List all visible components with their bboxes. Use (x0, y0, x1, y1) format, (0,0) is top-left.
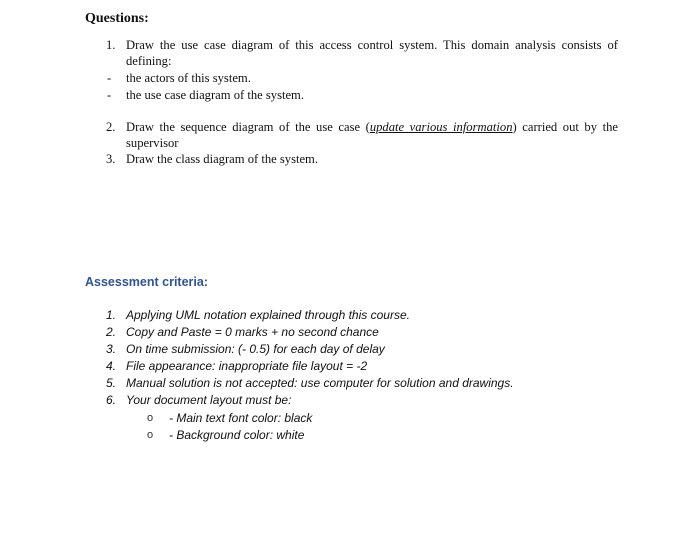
criteria-3-text: On time submission: (- 0.5) for each day of delay (126, 342, 385, 356)
criteria-5-number: 5. (106, 376, 117, 390)
question-1-sub-2-text: the use case diagram of the system. (126, 88, 305, 102)
questions-heading: Questions: (85, 11, 149, 26)
criteria-6-text: Your document layout must be: (126, 393, 292, 407)
question-2-number: 2. (106, 120, 116, 134)
question-1-line-1: Draw the use case diagram of this access control system. This domain analysis consists of (126, 38, 618, 52)
criteria-3-number: 3. (106, 342, 117, 356)
criteria-5-text: Manual solution is not accepted: use computer for solution and drawings. (126, 376, 514, 390)
layout-subitem-1-bullet: o (147, 412, 154, 424)
question-2-use-case-link: update various information (369, 120, 513, 134)
criteria-2-number: 2. (106, 325, 117, 339)
criteria-1-text: Applying UML notation explained through this course. (126, 308, 410, 322)
criteria-2-text: Copy and Paste = 0 marks + no second chance (126, 325, 379, 339)
layout-subitem-2-bullet: o (147, 429, 154, 441)
criteria-4-text: File appearance: inappropriate file layout = -2 (126, 359, 368, 373)
layout-subitem-2-text: - Background color: white (169, 428, 305, 442)
question-3-number: 3. (106, 152, 116, 166)
question-2-line-2: supervisor (126, 136, 179, 150)
criteria-6-number: 6. (106, 393, 117, 407)
question-2-line-1 (126, 119, 618, 135)
question-3-text: Draw the class diagram of the system. (126, 152, 318, 166)
question-2-prefix: Draw the sequence diagram of the use case ( (126, 120, 370, 134)
question-2-suffix: ) carried out by the (512, 120, 618, 134)
criteria-1-number: 1. (106, 308, 117, 322)
layout-subitem-1-text: - Main text font color: black (169, 411, 313, 425)
question-1-sub-1-text: the actors of this system. (126, 71, 251, 85)
question-1-line-2: defining: (126, 54, 172, 68)
criteria-4-number: 4. (106, 359, 117, 373)
question-1-number: 1. (106, 38, 116, 52)
assessment-criteria-heading: Assessment criteria: (85, 275, 208, 289)
question-1-sub-2-marker: - (107, 88, 112, 102)
question-1-sub-1-marker: - (107, 71, 112, 85)
